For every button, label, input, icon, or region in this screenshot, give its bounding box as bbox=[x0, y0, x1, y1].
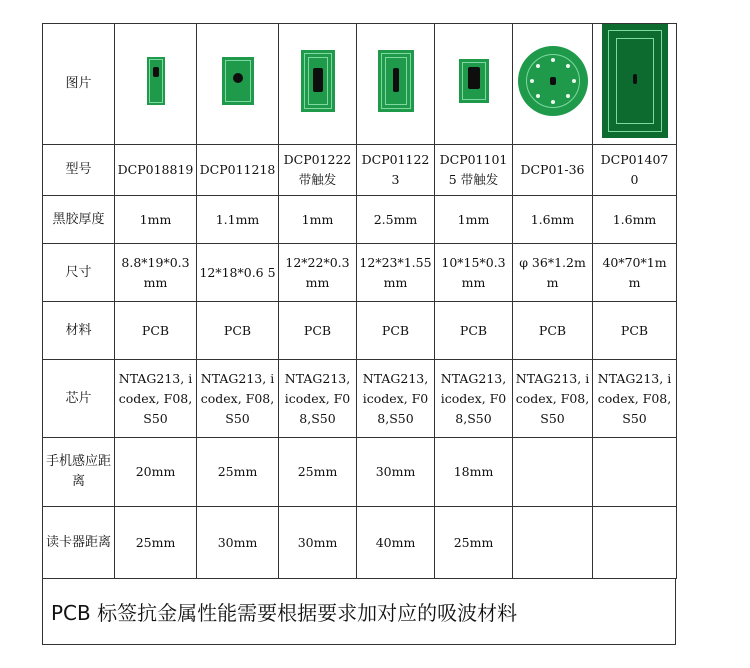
chip-cell: NTAG213, icodex, F08,S50 bbox=[357, 360, 435, 438]
image-cell bbox=[197, 24, 279, 145]
image-cell bbox=[593, 24, 677, 145]
model-cell: DCP011218 bbox=[197, 145, 279, 196]
pcb-tag-DCP011015-image bbox=[459, 59, 489, 103]
thickness-cell: 1.6mm bbox=[593, 196, 677, 244]
pcb-tag-round-DCP01-36-image bbox=[518, 46, 588, 116]
image-cell bbox=[357, 24, 435, 145]
label-reader-distance: 读卡器距离 bbox=[43, 507, 115, 579]
row-phone-distance bbox=[43, 438, 677, 507]
chip-cell: NTAG213, icodex, F08,S50 bbox=[435, 360, 513, 438]
spec-table bbox=[42, 23, 677, 579]
phone-distance-cell bbox=[593, 438, 677, 507]
footer-note-box bbox=[42, 578, 676, 645]
chip-cell: NTAG213, icodex, F08,S50 bbox=[115, 360, 197, 438]
pcb-tag-DCP011218-image bbox=[222, 57, 254, 105]
label-model: 型号 bbox=[43, 145, 115, 196]
size-cell: 12*18*0.6 5 bbox=[197, 244, 279, 302]
row-model bbox=[43, 145, 677, 196]
thickness-cell: 1mm bbox=[115, 196, 197, 244]
image-cell bbox=[279, 24, 357, 145]
model-cell: DCP01101 5 带触发 bbox=[435, 145, 513, 196]
phone-distance-cell: 18mm bbox=[435, 438, 513, 507]
row-image bbox=[43, 24, 677, 145]
chip-cell: NTAG213, icodex, F08,S50 bbox=[279, 360, 357, 438]
label-size: 尺寸 bbox=[43, 244, 115, 302]
reader-distance-cell: 25mm bbox=[115, 507, 197, 579]
model-cell: DCP01122 3 bbox=[357, 145, 435, 196]
size-cell: φ 36*1.2mm bbox=[513, 244, 593, 302]
thickness-cell: 2.5mm bbox=[357, 196, 435, 244]
reader-distance-cell bbox=[593, 507, 677, 579]
material-cell: PCB bbox=[279, 302, 357, 360]
model-cell: DCP018819 bbox=[115, 145, 197, 196]
label-chip: 芯片 bbox=[43, 360, 115, 438]
phone-distance-cell: 25mm bbox=[279, 438, 357, 507]
label-material: 材料 bbox=[43, 302, 115, 360]
row-thickness bbox=[43, 196, 677, 244]
pcb-tag-large-DCP014070-image bbox=[602, 24, 668, 138]
size-cell: 40*70*1m m bbox=[593, 244, 677, 302]
footer-note: PCB 标签抗金属性能需要根据要求加对应的吸波材料 bbox=[51, 601, 518, 625]
material-cell: PCB bbox=[435, 302, 513, 360]
phone-distance-cell: 30mm bbox=[357, 438, 435, 507]
pcb-tag-DCP012222-image bbox=[301, 50, 335, 112]
pcb-tag-DCP011223-image bbox=[378, 50, 414, 112]
image-cell bbox=[513, 24, 593, 145]
material-cell: PCB bbox=[197, 302, 279, 360]
material-cell: PCB bbox=[593, 302, 677, 360]
size-cell: 8.8*19*0.3mm bbox=[115, 244, 197, 302]
row-size bbox=[43, 244, 677, 302]
thickness-cell: 1.1mm bbox=[197, 196, 279, 244]
model-cell: DCP01407 0 bbox=[593, 145, 677, 196]
row-reader-distance bbox=[43, 507, 677, 579]
thickness-cell: 1mm bbox=[279, 196, 357, 244]
model-cell: DCP01222 带触发 bbox=[279, 145, 357, 196]
reader-distance-cell: 40mm bbox=[357, 507, 435, 579]
material-cell: PCB bbox=[357, 302, 435, 360]
reader-distance-cell: 30mm bbox=[197, 507, 279, 579]
chip-cell: NTAG213, icodex, F08,S50 bbox=[197, 360, 279, 438]
chip-cell: NTAG213, icodex, F08,S50 bbox=[593, 360, 677, 438]
material-cell: PCB bbox=[115, 302, 197, 360]
label-image: 图片 bbox=[43, 24, 115, 145]
size-cell: 12*22*0.3mm bbox=[279, 244, 357, 302]
size-cell: 12*23*1.55mm bbox=[357, 244, 435, 302]
row-material bbox=[43, 302, 677, 360]
material-cell: PCB bbox=[513, 302, 593, 360]
image-cell bbox=[115, 24, 197, 145]
thickness-cell: 1mm bbox=[435, 196, 513, 244]
size-cell: 10*15*0.3mm bbox=[435, 244, 513, 302]
phone-distance-cell: 25mm bbox=[197, 438, 279, 507]
model-cell: DCP01-36 bbox=[513, 145, 593, 196]
chip-cell: NTAG213, icodex, F08,S50 bbox=[513, 360, 593, 438]
label-phone-distance: 手机感应距离 bbox=[43, 438, 115, 507]
reader-distance-cell: 30mm bbox=[279, 507, 357, 579]
label-thickness: 黑胶厚度 bbox=[43, 196, 115, 244]
reader-distance-cell: 25mm bbox=[435, 507, 513, 579]
thickness-cell: 1.6mm bbox=[513, 196, 593, 244]
phone-distance-cell: 20mm bbox=[115, 438, 197, 507]
pcb-tag-DCP018819-image bbox=[147, 57, 165, 105]
reader-distance-cell bbox=[513, 507, 593, 579]
row-chip bbox=[43, 360, 677, 438]
phone-distance-cell bbox=[513, 438, 593, 507]
image-cell bbox=[435, 24, 513, 145]
